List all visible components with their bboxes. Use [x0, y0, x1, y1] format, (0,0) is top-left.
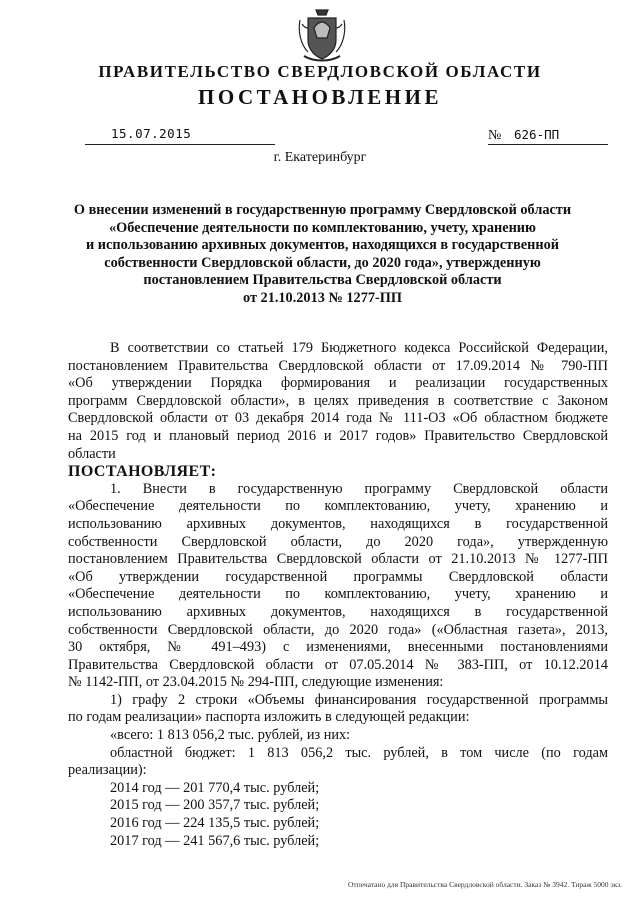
year-line: 2017 год — 241 567,6 тыс. рублей;	[110, 832, 320, 849]
date-field	[85, 128, 275, 145]
document-date: 15.07.2015	[111, 126, 192, 141]
preamble-line: на 2015 год и плановый период 2016 и 2017 годов» Правительство Свердловской	[68, 427, 608, 444]
year-line: 2015 год — 200 357,7 тыс. рублей;	[110, 797, 320, 814]
item1-line: «Обеспечение деятельности по комплектованию, учету, хранению и	[68, 586, 608, 603]
number-field	[488, 128, 608, 145]
item1-line: «Обеспечение деятельности по комплектованию, учету, хранению и	[68, 498, 608, 515]
item1-line: 30 октября, № 491–493) с изменениями, внесенными постановлениями	[68, 639, 608, 656]
preamble-line: постановлением Правительства Свердловской области от 17.09.2014 № 790-ПП	[68, 357, 608, 374]
resolves-heading: ПОСТАНОВЛЯЕТ:	[68, 463, 217, 481]
preamble-line: «Об утверждении Порядка формирования и реализации государственных	[68, 375, 608, 392]
item1-line: 1. Внести в государственную программу Свердловской области	[110, 480, 608, 497]
document-subject	[60, 202, 585, 308]
preamble-line: В соответствии со статьей 179 Бюджетного кодекса Российской Федерации,	[110, 340, 608, 356]
total-line: «всего: 1 813 056,2 тыс. рублей, из них:	[110, 727, 351, 744]
print-footer: Отпечатано для Правительства Свердловской области. Заказ № 3942. Тираж 5000 экз.	[348, 880, 622, 889]
item1-line: собственности Свердловской области, до 2020 года», утвержденную	[68, 533, 608, 550]
coat-of-arms-icon	[296, 6, 348, 64]
subitem1-line: по годам реализации» паспорта изложить в следующей редакции:	[68, 709, 470, 726]
preamble-line: области	[68, 445, 116, 462]
regional-line: областной бюджет: 1 813 056,2 тыс. рублей, в том числе (по годам	[110, 744, 608, 761]
item1-line: № 1142-ПП, от 23.04.2015 № 294-ПП, следующие изменения:	[68, 674, 444, 691]
year-line: 2014 год — 201 770,4 тыс. рублей;	[110, 779, 320, 796]
preamble-line: программ Свердловской области», в целях приведения в соответствие с Законом	[68, 392, 608, 409]
city: г. Екатеринбург	[273, 150, 367, 165]
item1-line: использованию архивных документов, находящихся в государственной	[68, 603, 608, 620]
document-body	[68, 340, 608, 850]
item1-line: Правительства Свердловской области от 07.05.2014 № 383-ПП, от 10.12.2014	[68, 656, 608, 673]
subject-line: О внесении изменений в государственную программу Свердловской области	[73, 202, 572, 218]
item1-line: собственности Свердловской области, до 2020 года» («Областная газета», 2013,	[68, 621, 608, 638]
document-type: ПОСТАНОВЛЕНИЕ	[198, 85, 442, 109]
subject-line: собственности Свердловской области, до 2020 года», утвержденную	[104, 254, 541, 271]
item1-line: постановлением Правительства Свердловской области от 21.10.2013 № 1277-ПП	[68, 551, 608, 568]
subject-line: «Обеспечение деятельности по комплектованию, учету, хранению	[109, 219, 536, 236]
subject-line: и использованию архивных документов, находящихся в государственной	[86, 237, 559, 254]
preamble-line: Свердловской области от 03 декабря 2014 года № 111-ОЗ «Об областном бюджете	[68, 410, 608, 427]
subject-line: от 21.10.2013 № 1277-ПП	[242, 289, 402, 306]
subject-line: постановлением Правительства Свердловской области	[143, 272, 502, 289]
number-sign: №	[488, 128, 502, 143]
year-line: 2016 год — 224 135,5 тыс. рублей;	[110, 815, 320, 832]
government-title: ПРАВИТЕЛЬСТВО СВЕРДЛОВСКОЙ ОБЛАСТИ	[98, 62, 542, 81]
item1-line: использованию архивных документов, находящихся в государственной	[68, 515, 608, 532]
item1-line: «Об утверждении государственной программы Свердловской области	[68, 568, 608, 585]
regional-line: реализации):	[68, 762, 147, 779]
subitem1-line: 1) графу 2 строки «Объемы финансирования государственной программы	[110, 691, 608, 708]
document-number: 626-ПП	[514, 127, 560, 142]
